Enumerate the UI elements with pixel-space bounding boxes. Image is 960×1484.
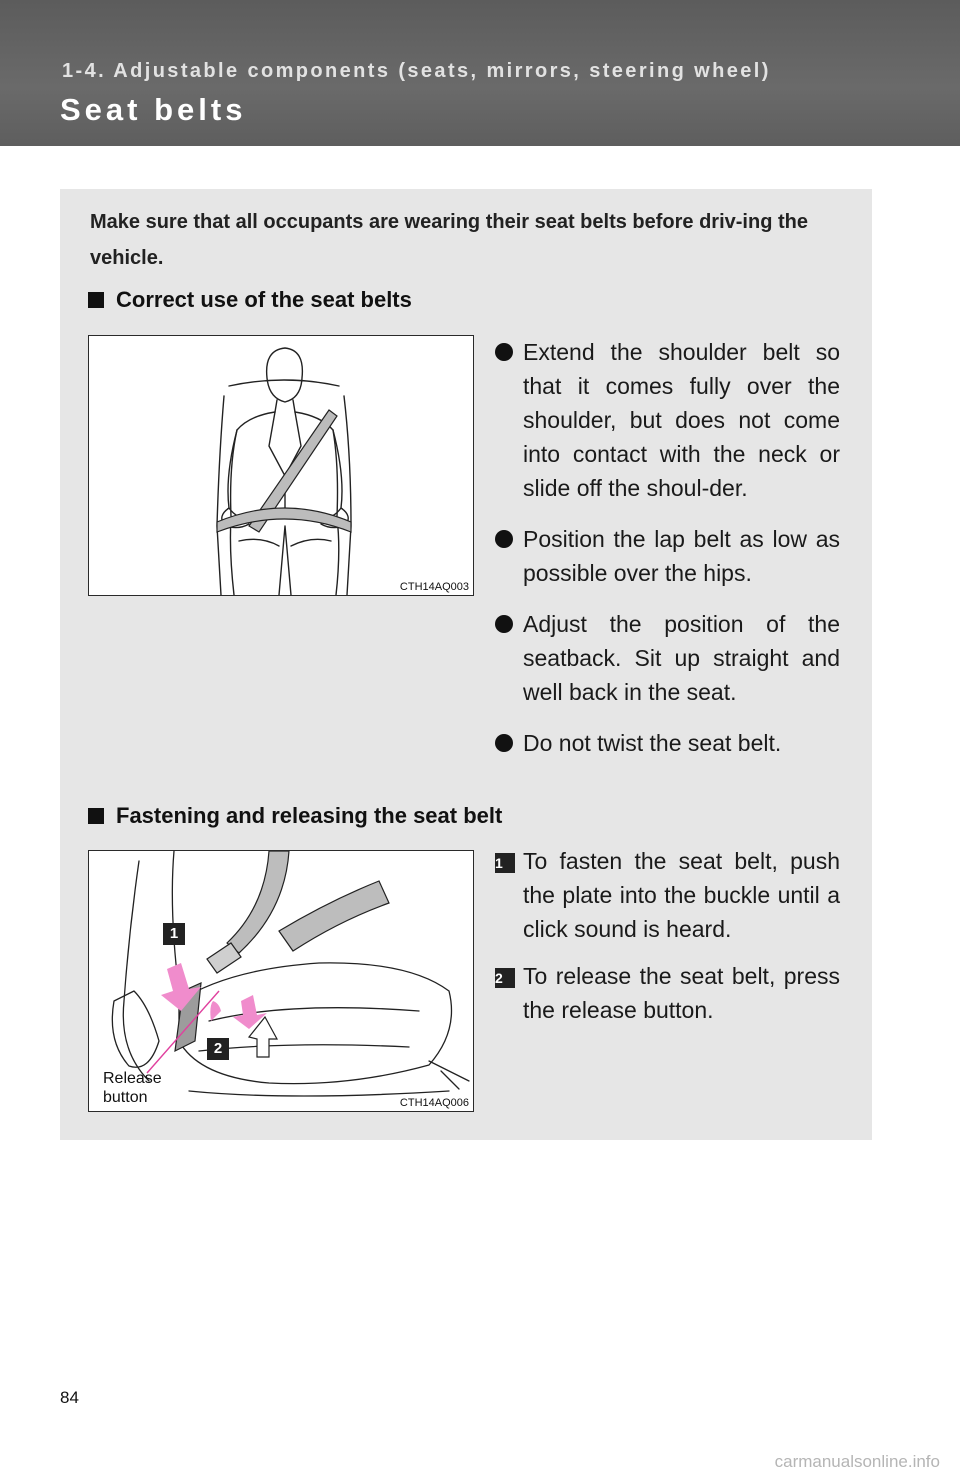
fastening-steps xyxy=(495,844,840,1027)
step-1-icon: 1 xyxy=(495,853,515,873)
figure-buckle xyxy=(88,850,474,1112)
callout-2-icon: 2 xyxy=(207,1038,229,1060)
bullet-dot-icon xyxy=(495,343,513,361)
heading-correct-use-label: Correct use of the seat belts xyxy=(116,287,412,312)
page-title: Seat belts xyxy=(60,92,247,127)
heading-correct-use xyxy=(88,287,412,313)
heading-fastening-label: Fastening and releasing the seat belt xyxy=(116,803,503,828)
section-label: 1-4. Adjustable components (seats, mirrors, steering wheel) xyxy=(62,60,771,82)
bullet-text: Adjust the position of the seatback. Sit up straight and well back in the seat. xyxy=(523,611,840,705)
correct-use-bullets xyxy=(495,335,840,760)
bullet-dot-icon xyxy=(495,530,513,548)
bullet-dot-icon xyxy=(495,615,513,633)
figure-code: CTH14AQ006 xyxy=(399,1097,469,1109)
bullet-text: Extend the shoulder belt so that it comes fully over the shoulder, but does not come into contact with the neck or slide off the shoul-der. xyxy=(523,339,840,501)
bullet-item xyxy=(495,726,840,760)
bullet-item xyxy=(495,607,840,709)
intro-text: Make sure that all occupants are wearing their seat belts before driv-ing the vehicle. xyxy=(90,211,808,269)
seated-occupant-illustration xyxy=(89,336,473,595)
page-header xyxy=(0,0,960,146)
step-text: To fasten the seat belt, push the plate into the buckle until a click sound is heard. xyxy=(523,848,840,942)
figure-code: CTH14AQ003 xyxy=(399,581,469,593)
bullet-item xyxy=(495,522,840,590)
square-bullet-icon xyxy=(88,808,104,824)
step-item xyxy=(495,844,840,946)
watermark: carmanualsonline.info xyxy=(774,1452,940,1471)
step-text: To release the seat belt, press the release button. xyxy=(523,963,840,1023)
bullet-dot-icon xyxy=(495,734,513,752)
square-bullet-icon xyxy=(88,292,104,308)
step-2-icon: 2 xyxy=(495,968,515,988)
bullet-text: Do not twist the seat belt. xyxy=(523,730,782,756)
bullet-text: Position the lap belt as low as possible over the hips. xyxy=(523,526,840,586)
heading-fastening xyxy=(88,803,502,829)
bullet-item xyxy=(495,335,840,505)
step-item xyxy=(495,959,840,1027)
page-number: 84 xyxy=(60,1388,79,1407)
callout-1-icon: 1 xyxy=(163,923,185,945)
release-button-label: Release button xyxy=(103,1070,162,1106)
figure-seated-occupant xyxy=(88,335,474,596)
